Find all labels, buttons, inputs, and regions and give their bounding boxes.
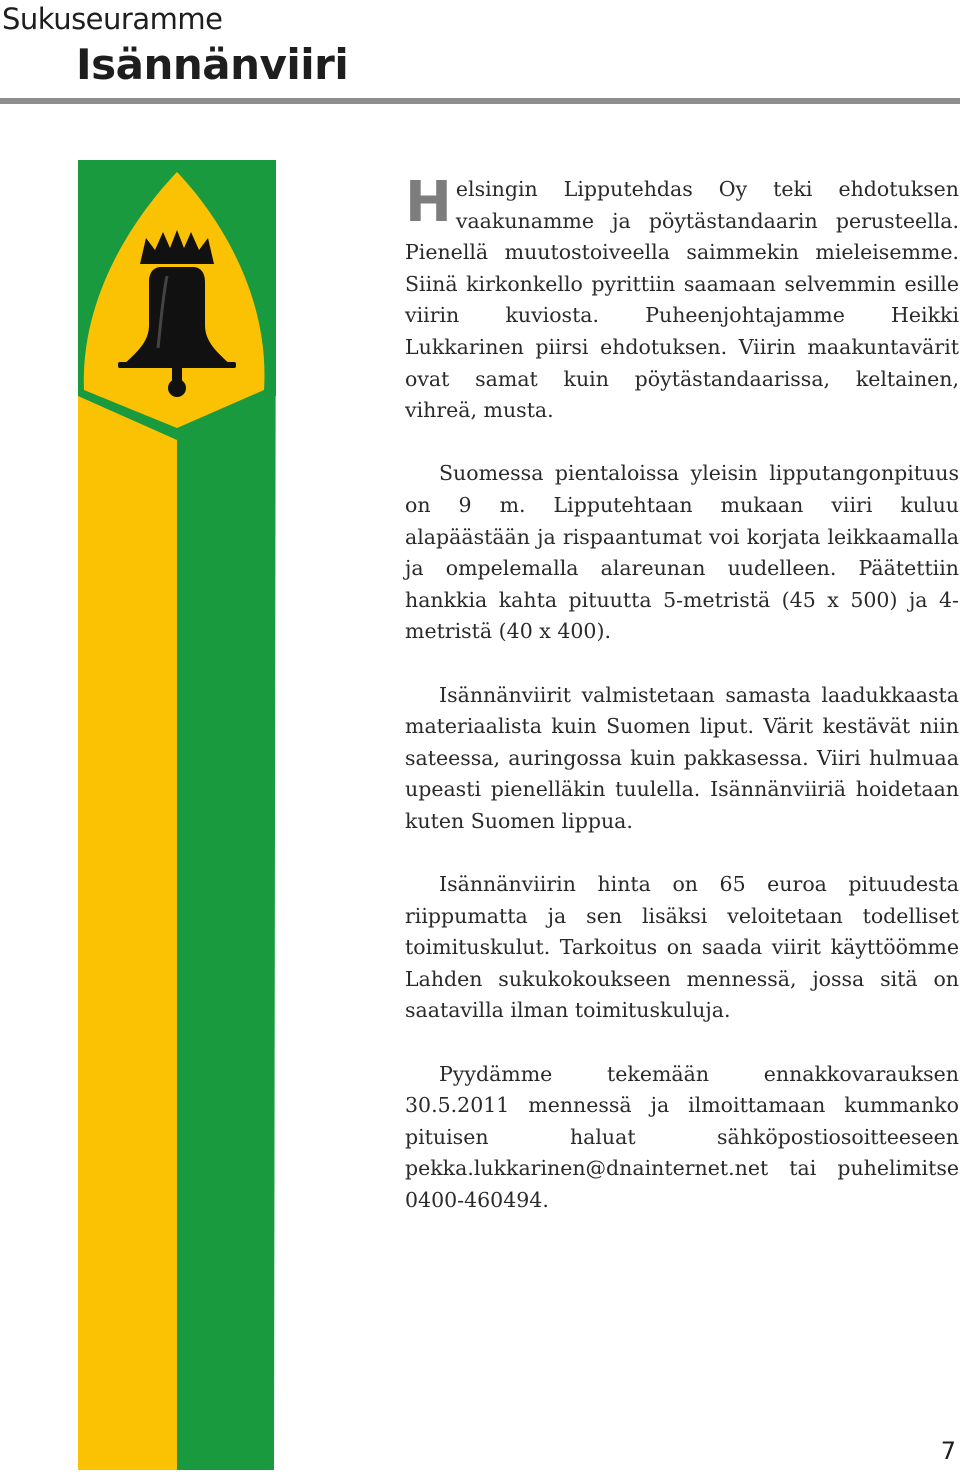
page-number: 7 — [940, 1437, 956, 1465]
pennant-illustration — [78, 160, 278, 1470]
paragraph — [405, 170, 959, 427]
paragraph: Suomessa pientaloissa yleisin lipputangonpituus on 9 m. Lipputehtaan mukaan viiri kuluu alapäästään ja rispaantumat voi korjata leikkaamalla ja ompelemalla alareunan uudelleen. Päätettiin hankkia kahta pituutta 5-metristä (45 x 500) ja 4-metristä (40 x 400). — [405, 461, 959, 644]
page-title: Isännänviiri — [76, 40, 349, 89]
section-label: Sukuseuramme — [2, 2, 223, 36]
title-divider — [0, 98, 960, 104]
paragraph: Isännänviirin hinta on 65 euroa pituudesta riippumatta ja sen lisäksi veloitetaan todelliset toimituskulut. Tarkoitus on saada viirit käyttöömme Lahden sukukokoukseen mennessä, jossa sitä on saatavilla ilman toimituskuluja. — [405, 872, 959, 1023]
dropcap: H — [405, 170, 452, 235]
article-body — [405, 170, 959, 1217]
paragraph: Pyydämme tekemään ennakkovarauksen 30.5.2011 mennessä ja ilmoittamaan kummanko pituisen haluat sähköpostiosoitteeseen pekka.lukkarinen@dnainternet.net tai puhelimitse 0400-460494. — [405, 1061, 959, 1212]
paragraph: Isännänviirit valmistetaan samasta laadukkaasta materiaalista kuin Suomen liput. Värit kestävät niin sateessa, auringossa kuin pakkasessa. Viiri hulmuaa upeasti pienelläkin tuulella. Isännänviiriä hoidetaan kuten Suomen lippua. — [405, 682, 959, 833]
paragraph-text: elsingin Lipputehdas Oy teki ehdotuksen vaakunamme ja pöytästandaarin perusteella. Pienellä muutostoiveella saimmekin mieleisemme. Siinä kirkonkello pyrittiin saamaan selvemmin esille viirin kuviosta. Puheenjohtajamme Heikki Lukkarinen piirsi ehdotuksen. Viirin maakuntavärit ovat samat kuin pöytästandaarissa, keltainen, vihreä, musta. — [405, 177, 959, 423]
